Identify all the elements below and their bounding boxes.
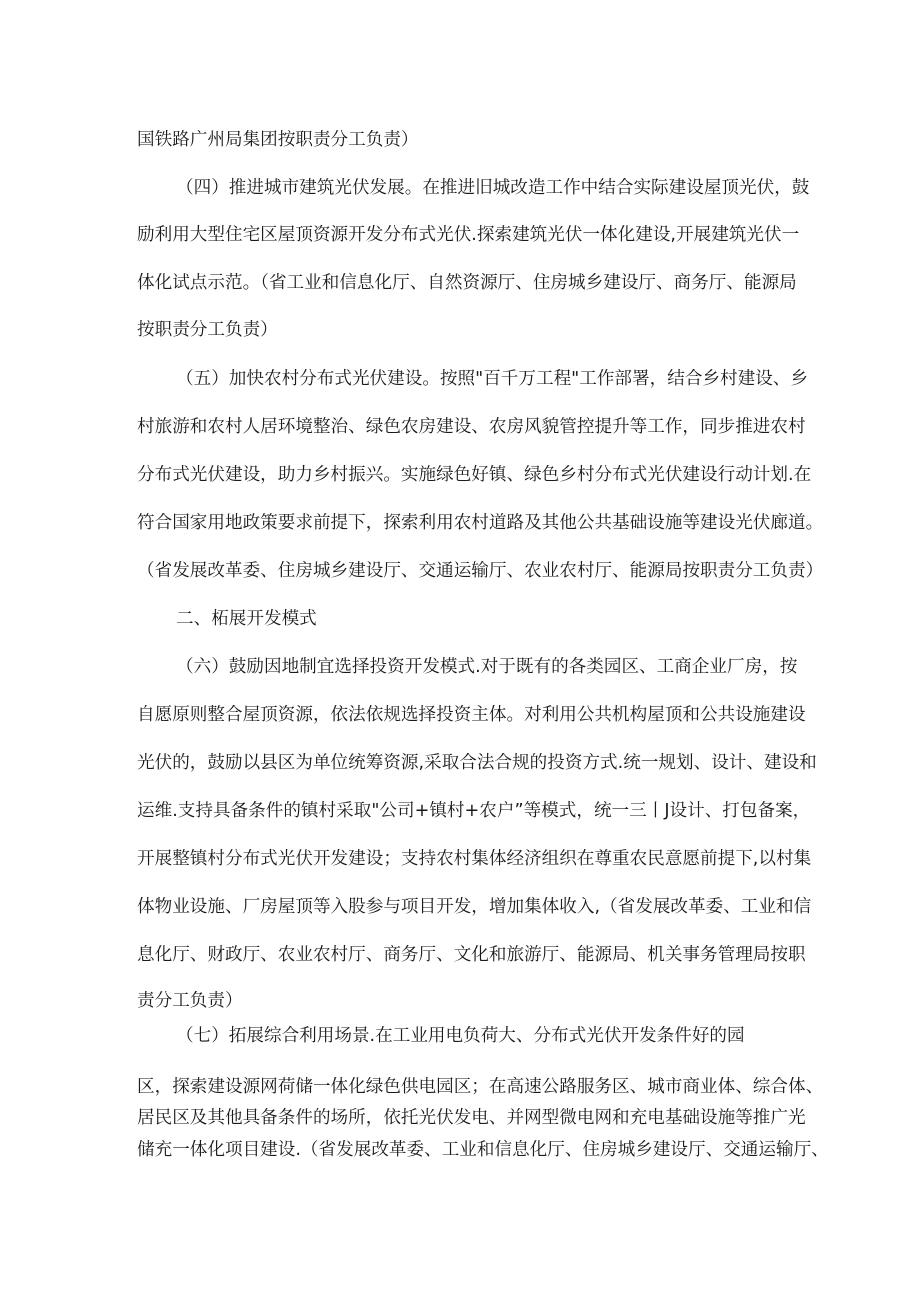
paragraph-line: 国铁路广州局集团按职责分工负责） bbox=[137, 130, 419, 150]
paragraph-line: （七）拓展综合利用场景.在工业用电负荷大、分布式光伏开发条件好的园 bbox=[176, 1026, 745, 1046]
paragraph-line: （五）加快农村分布式光伏建设。按照"百千万工程"工作部署，结合乡村建设、乡 bbox=[176, 369, 808, 389]
paragraph-line: 区，探索建设源网荷储一体化绿色供电园区；在高速公路服务区、城市商业体、综合体、 bbox=[137, 1077, 824, 1097]
paragraph-line: 体化试点示范。（省工业和信息化厅、自然资源厅、住房城乡建设厅、商务厅、能源局 bbox=[137, 273, 797, 293]
paragraph-line: （四）推进城市建筑光伏发展。在推进旧城改造工作中结合实际建设屋顶光伏，鼓 bbox=[176, 178, 810, 198]
paragraph-line: 村旅游和农村人居环境整治、绿色农房建设、农房风貌管控提升等工作，同步推进农村 bbox=[137, 417, 806, 437]
paragraph-line: （省发展改革委、住房城乡建设厅、交通运输厅、农业农村厅、能源局按职责分工负责） bbox=[137, 561, 824, 581]
paragraph-line: 体物业设施、厂房屋顶等入股参与项目开发，增加集体收入,（省发展改革委、工业和信 bbox=[137, 897, 812, 917]
paragraph-line: 息化厅、财政厅、农业农村厅、商务厅、文化和旅游厅、能源局、机关事务管理局按职 bbox=[137, 945, 806, 965]
paragraph-line: 符合国家用地政策要求前提下，探索利用农村道路及其他公共基础设施等建设光伏廊道。 bbox=[137, 513, 824, 533]
paragraph-line: 励利用大型住宅区屋顶资源开发分布式光伏.探索建筑光伏一体化建设,开展建筑光伏一 bbox=[137, 225, 800, 245]
paragraph-line: 储充一体化项目建设.（省发展改革委、工业和信息化厅、住房城乡建设厅、交通运输厅、 bbox=[137, 1140, 829, 1160]
paragraph-line: 开展整镇村分布式光伏开发建设；支持农村集体经济组织在尊重农民意愿前提下,以村集 bbox=[137, 849, 812, 869]
paragraph-line: （六）鼓励因地制宜选择投资开发模式.对于既有的各类园区、工商企业厂房，按 bbox=[176, 657, 798, 677]
paragraph-line: 责分工负责） bbox=[137, 991, 243, 1011]
paragraph-line: 运维.支持具备条件的镇村采取"公司+镇村+农户”等模式，统一三丨J设计、打包备案， bbox=[137, 801, 811, 821]
paragraph-line: 按职责分工负责） bbox=[137, 320, 278, 340]
section-heading: 二、柘展开发模式 bbox=[176, 609, 317, 629]
paragraph-line: 光伏的，鼓励以县区为单位统筹资源,采取合法合规的投资方式.统一规划、设计、建设和 bbox=[137, 753, 817, 773]
paragraph-line: 分布式光伏建设，助力乡村振兴。实施绿色好镇、绿色乡村分布式光伏建设行动计划.在 bbox=[137, 465, 812, 485]
paragraph-line: 居民区及其他具备条件的场所，依托光伏发电、并网型微电网和充电基础设施等推广光 bbox=[137, 1108, 806, 1128]
paragraph-line: 自愿原则整合屋顶资源，依法依规选择投资主体。对利用公共机构屋顶和公共设施建设 bbox=[137, 705, 806, 725]
